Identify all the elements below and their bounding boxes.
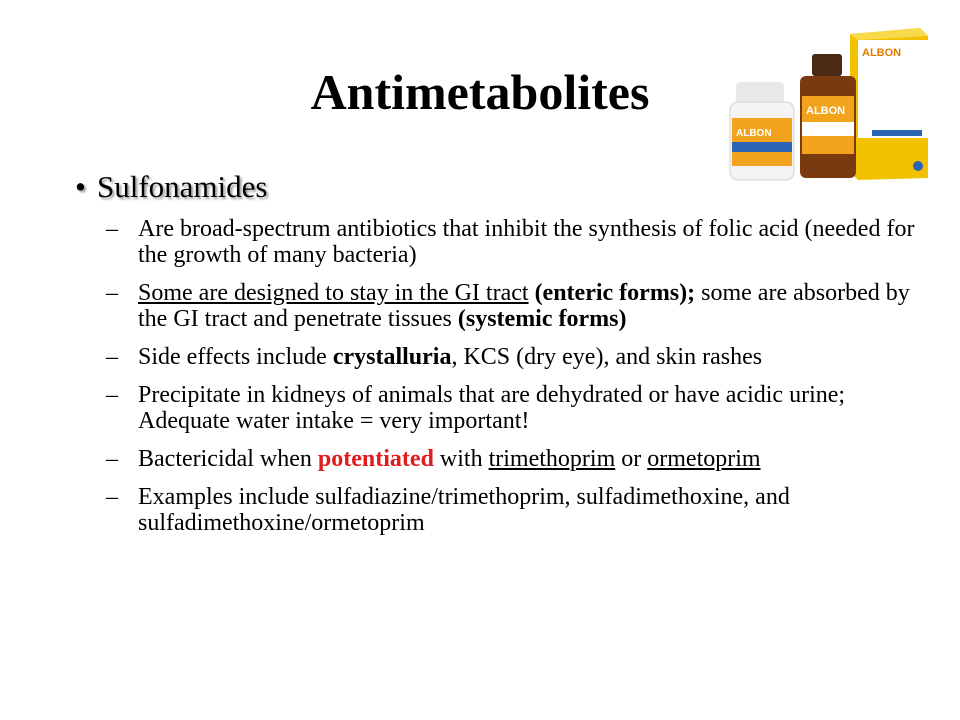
item-text-segment: potentiated	[317, 446, 434, 472]
item-text-segment: crystalluria	[332, 344, 452, 370]
dash-marker: –	[106, 446, 118, 472]
item-text-segment: Precipitate in kidneys of animals that are dehydrated or have acidic urine; Adequate water intake = very important!	[138, 382, 846, 434]
section-heading	[75, 168, 268, 206]
albon-box	[850, 28, 928, 180]
item-text-segment: (systemic forms)	[457, 306, 627, 332]
item-text-segment: Examples include sulfadiazine/trimethoprim, sulfadimethoxine, and sulfadimethoxine/ormetoprim	[138, 484, 790, 536]
list-item	[106, 344, 926, 370]
bullet-dot: •	[75, 169, 86, 204]
albon-tablet-bottle	[730, 82, 794, 180]
item-text-segment: , KCS (dry eye), and skin rashes	[451, 344, 763, 370]
item-text-segment: Are broad-spectrum antibiotics that inhibit the synthesis of folic acid (needed for the growth of many bacteria)	[138, 216, 915, 268]
slide-title: Antimetabolites	[310, 64, 650, 120]
tablet-brand-text: ALBON	[736, 128, 772, 139]
dash-marker: –	[106, 344, 118, 370]
item-text-segment: Some are designed to stay in the GI tract	[138, 280, 529, 306]
bullet-list	[106, 216, 926, 548]
dash-marker: –	[106, 280, 118, 306]
dash-marker: –	[106, 216, 118, 242]
dash-marker: –	[106, 484, 118, 510]
item-text-segment: some are absorbed by the GI tract and penetrate tissues	[138, 280, 910, 332]
item-text-segment: Bactericidal when	[138, 446, 318, 472]
list-item	[106, 382, 926, 434]
item-text-segment: (enteric forms);	[534, 280, 696, 306]
item-text-segment: trimethoprim	[488, 446, 616, 472]
list-item	[106, 484, 926, 536]
item-text-segment: ormetoprim	[647, 446, 761, 472]
item-text-segment: with	[433, 446, 489, 472]
albon-amber-bottle	[800, 54, 856, 178]
item-text-segment: or	[615, 446, 648, 472]
item-text-segment: Side effects include	[138, 344, 333, 370]
list-item	[106, 280, 926, 332]
list-item	[106, 446, 926, 472]
section-heading-text: Sulfonamides	[97, 169, 268, 204]
list-item	[106, 216, 926, 268]
box-brand-text: ALBON	[862, 47, 902, 59]
dash-marker: –	[106, 382, 118, 408]
albon-product-image	[722, 26, 948, 182]
bottle-brand-text: ALBON	[806, 105, 846, 117]
